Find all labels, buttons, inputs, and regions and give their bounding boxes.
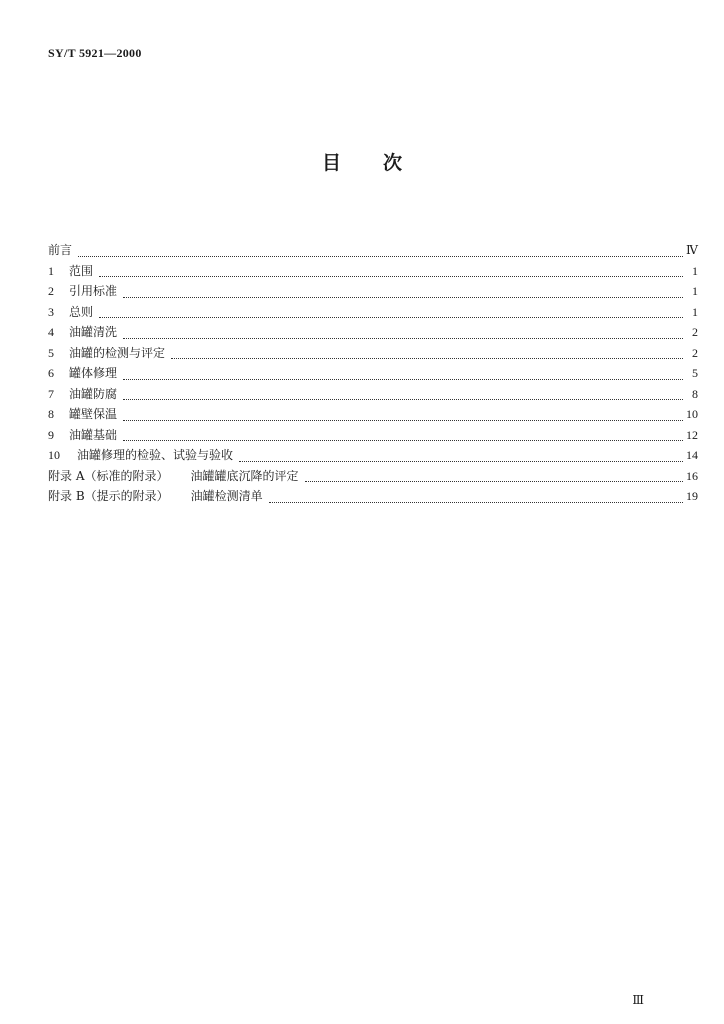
toc-title-char-2: 次 [383, 152, 403, 174]
toc-entry-label: 油罐清洗 [69, 325, 118, 339]
toc-entry-page: 2 [692, 325, 698, 339]
toc-entry-appendix-b[interactable] [48, 486, 698, 507]
toc-entry-label: 油罐防腐 [69, 386, 118, 401]
toc-entry-page: 16 [686, 468, 698, 483]
toc-entry-appendix-a[interactable] [48, 466, 698, 487]
toc-entry-label [48, 466, 303, 487]
toc-title [0, 148, 724, 175]
toc-leader-dots [123, 408, 683, 421]
toc-title-char-1: 目 [321, 152, 341, 174]
toc-entry-6[interactable] [48, 363, 698, 384]
toc-entry-number: 5 [48, 345, 54, 360]
toc-leader-dots [123, 428, 683, 441]
toc-entry-page: 5 [692, 366, 698, 380]
toc-entry-page: 12 [686, 427, 698, 442]
toc-entry-page: 2 [692, 345, 698, 360]
toc-entry-page: 19 [686, 489, 698, 503]
toc-entry-label: 前言 [48, 243, 73, 257]
toc-entry-number: 8 [48, 407, 54, 421]
appendix-a-designation: 附录 A（标准的附录） [48, 468, 169, 483]
appendix-b-title: 油罐检测清单 [190, 489, 263, 503]
appendix-b-designation: 附录 B（提示的附录） [48, 489, 169, 503]
page-number: Ⅲ [632, 993, 644, 1007]
toc-entry-number: 3 [48, 304, 54, 319]
toc-entry-label: 油罐的检测与评定 [69, 345, 166, 360]
toc-entry-1[interactable] [48, 261, 698, 282]
toc-entry-10[interactable] [48, 445, 698, 466]
toc-entry-number: 9 [48, 427, 54, 442]
toc-list [48, 240, 698, 507]
toc-leader-dots [99, 305, 683, 318]
toc-entry-page: Ⅳ [686, 243, 698, 257]
toc-entry-7[interactable] [48, 384, 698, 405]
toc-entry-page: 1 [692, 284, 698, 298]
toc-entry-page: 1 [692, 304, 698, 319]
toc-entry-page: 1 [692, 263, 698, 278]
toc-leader-dots [239, 449, 683, 462]
toc-leader-dots [171, 346, 683, 359]
toc-leader-dots [305, 469, 684, 482]
toc-entry-foreword[interactable] [48, 240, 698, 261]
toc-leader-dots [78, 244, 683, 257]
toc-leader-dots [269, 490, 683, 503]
toc-leader-dots [123, 285, 683, 298]
toc-entry-label: 油罐基础 [69, 427, 118, 442]
toc-entry-number: 10 [48, 448, 60, 462]
toc-entry-number: 4 [48, 325, 54, 339]
toc-entry-label: 罐壁保温 [69, 407, 118, 421]
toc-leader-dots [123, 387, 683, 400]
appendix-a-title: 油罐罐底沉降的评定 [190, 468, 299, 483]
toc-entry-label: 引用标准 [69, 284, 118, 298]
toc-entry-label: 罐体修理 [69, 366, 118, 380]
toc-entry-number: 7 [48, 386, 54, 401]
toc-entry-8[interactable] [48, 404, 698, 425]
standard-code: SY/T 5921—2000 [48, 46, 142, 60]
toc-leader-dots [123, 326, 683, 339]
toc-entry-3[interactable] [48, 302, 698, 323]
toc-entry-9[interactable] [48, 425, 698, 446]
toc-entry-label: 油罐修理的检验、试验与验收 [77, 448, 234, 462]
toc-entry-page: 8 [692, 386, 698, 401]
toc-leader-dots [99, 264, 683, 277]
toc-entry-5[interactable] [48, 343, 698, 364]
toc-entry-label: 总则 [69, 304, 94, 319]
toc-entry-page: 10 [686, 407, 698, 421]
toc-entry-number: 2 [48, 284, 54, 298]
toc-entry-2[interactable] [48, 281, 698, 302]
toc-entry-number: 1 [48, 263, 54, 278]
toc-entry-label: 范围 [69, 263, 94, 278]
toc-entry-label [48, 486, 267, 507]
toc-entry-number: 6 [48, 366, 54, 380]
toc-entry-4[interactable] [48, 322, 698, 343]
toc-leader-dots [123, 367, 683, 380]
toc-entry-page: 14 [686, 448, 698, 462]
